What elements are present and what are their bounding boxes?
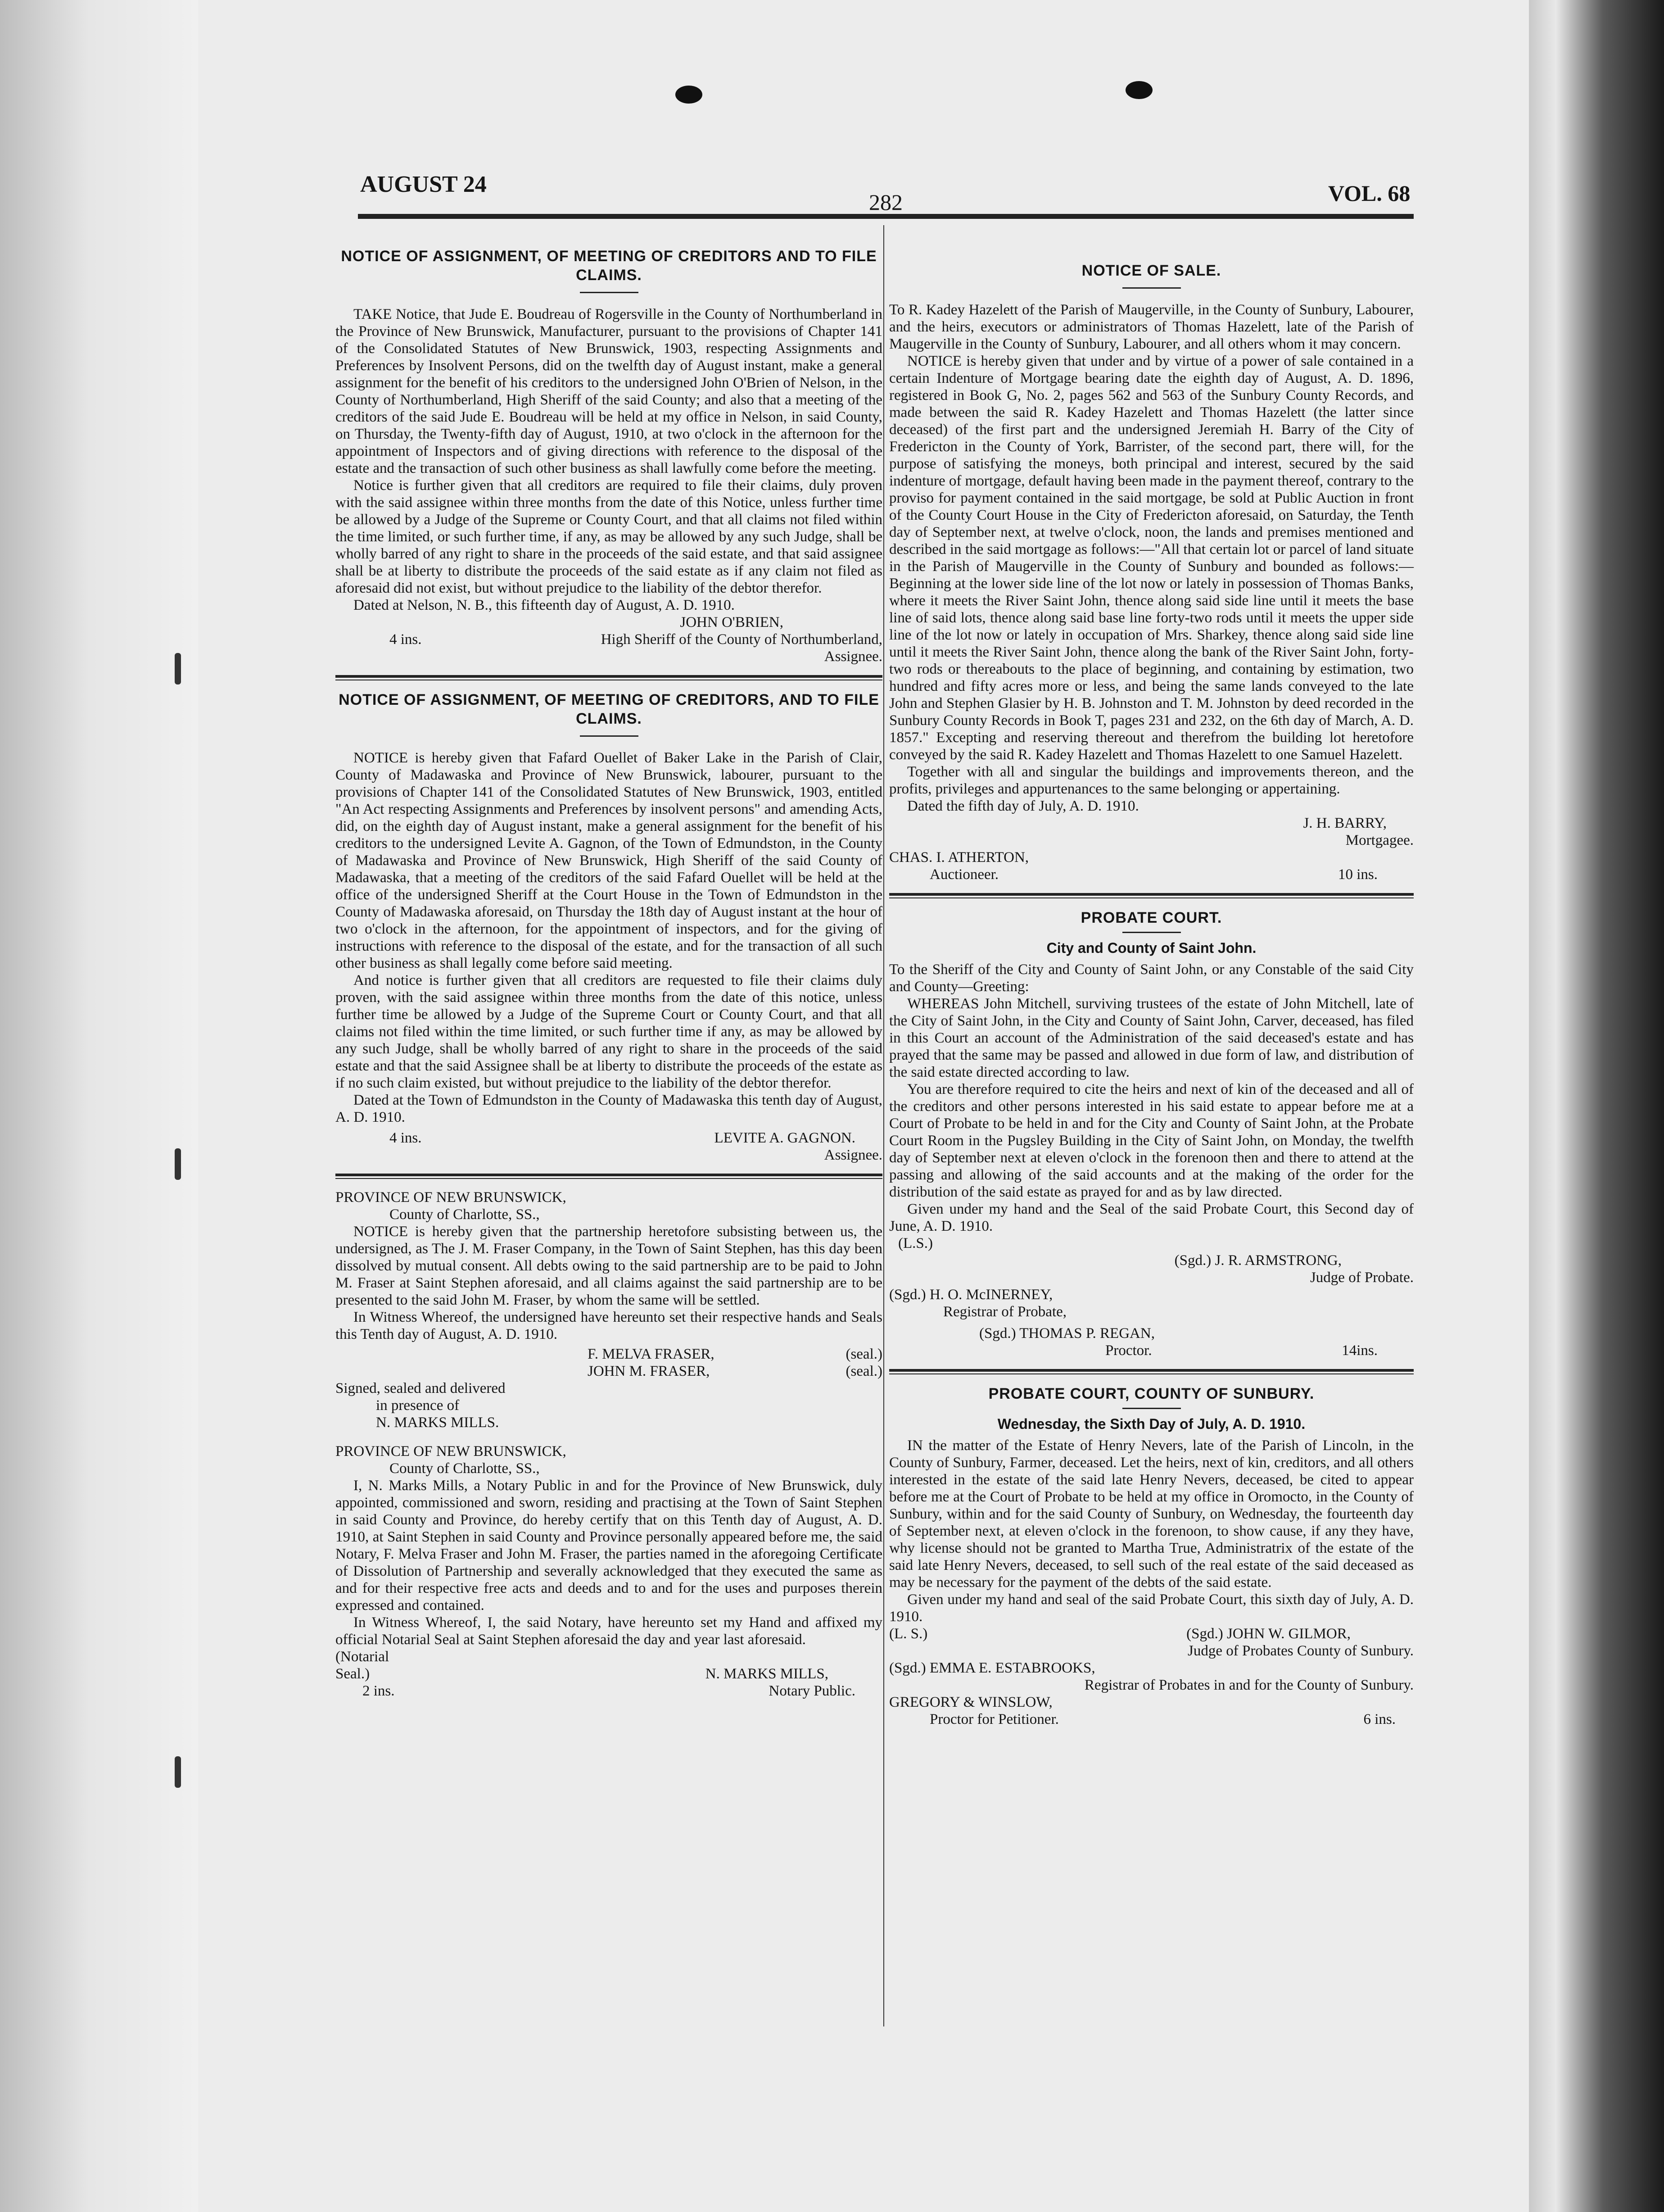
- presence-line: in presence of: [376, 1397, 460, 1414]
- proctor-role: Proctor.: [1105, 1342, 1152, 1359]
- witness-name: N. MARKS MILLS.: [376, 1414, 499, 1431]
- notice-paragraph: You are therefore required to cite the heirs and next of kin of the deceased and all of the creditors and other persons interested in his said estate to appear before me at a Court of Probate to be held in and for the City and County of Saint John, at the Probate Court Room in the Pugsley Building in the City of Saint John, on Monday, the twelfth day of September next at eleven o'clock in the forenoon then and there to attend at the passing and allowing of the said accounts and at the making of the order for the distribution of the said estate as prayed for and as by law directed.: [889, 1081, 1414, 1200]
- auctioneer-name: CHAS. I. ATHERTON,: [889, 849, 1029, 866]
- assignment-notice-boudreau: [335, 247, 882, 665]
- judge-signature: (Sgd.) J. R. ARMSTRONG,: [1174, 1252, 1342, 1269]
- notice-subtitle: City and County of Saint John.: [1046, 940, 1257, 956]
- auctioneer-role: Auctioneer.: [930, 866, 999, 883]
- notarial-seal-label: (Notarial: [335, 1649, 389, 1665]
- signed-line: Signed, sealed and delivered: [335, 1380, 506, 1396]
- notice-title: NOTICE OF ASSIGNMENT, OF MEETING OF CREDITORS AND TO FILE CLAIMS.: [341, 248, 877, 284]
- punch-hole: [1126, 81, 1153, 99]
- insertion-count: 4 ins.: [389, 1130, 422, 1146]
- header-rule: [358, 214, 1414, 219]
- insertion-count: 2 ins.: [362, 1683, 395, 1699]
- seal-mark: (L.S.): [898, 1235, 933, 1251]
- insertion-count: 14ins.: [1342, 1342, 1378, 1359]
- short-rule: [580, 292, 638, 293]
- judge-role: Judge of Probate.: [1310, 1269, 1414, 1286]
- insertion-count: 10 ins.: [1338, 866, 1378, 883]
- seal-mark: (seal.): [846, 1363, 882, 1379]
- notice-paragraph: NOTICE is hereby given that Fafard Ouellet of Baker Lake in the Parish of Clair, County of Madawaska and Province of New Brunswick, labourer, pursuant to the provisions of Chapter 141 of the Consolidated Statutes of New Brunswick, 1903, entitled "An Act respecting Assignments and Preferences by insolvent persons" and amending Acts, did, on the eighth day of August instant, make a general assignment for the benefit of his creditors to the undersigned Levite A. Gagnon, of the Town of Edmundston, in the County of Madawaska and Province of New Brunswick, High Sheriff of the said County of Madawaska, that a meeting of the creditors of the said Fafard Ouellet will be held at the office of the undersigned Sheriff at the Court House in the Town of Edmundston in the County of Madawaska aforesaid, on Thursday the 18th day of August instant at the hour of two o'clock in the afternoon, for the appointment of inspectors, and for the giving of instructions with reference to the disposal of the estate, and for the transaction of all such other business as shall legally come before said meeting.: [335, 750, 882, 971]
- notice-paragraph: Dated at the Town of Edmundston in the County of Madawaska this tenth day of August, A. D. 1910.: [335, 1092, 882, 1125]
- notice-paragraph: And notice is further given that all creditors are requested to file their claims duly proven, with the said assignee within three months from the date of this notice, unless further time be allowed by a Judge of the Supreme Court or County Court, and that all claims not filed within the time limited, or such further time if any, as may be allowed by any such Judge, shall be wholly barred of any right to share in the proceeds of the said estate and that the said Assignee shall be at liberty to distribute the proceeds of the estate as if no such claim existed, but without prejudice to the liability of the debtor therefor.: [335, 972, 882, 1091]
- seal-mark: (L. S.): [889, 1626, 928, 1642]
- probate-court-saint-john: [889, 908, 1414, 1359]
- notice-title: PROBATE COURT, COUNTY OF SUNBURY.: [988, 1385, 1315, 1402]
- judge-role: Judge of Probates County of Sunbury.: [1188, 1643, 1414, 1659]
- notice-title: NOTICE OF ASSIGNMENT, OF MEETING OF CREDITORS, AND TO FILE CLAIMS.: [339, 691, 879, 727]
- insertion-count: 4 ins.: [389, 631, 422, 648]
- signature-name: LEVITE A. GAGNON.: [714, 1130, 855, 1146]
- notice-paragraph: Given under my hand and the Seal of the said Probate Court, this Second day of June, A. D. 1910.: [889, 1201, 1414, 1234]
- registrar-role: Registrar of Probate,: [943, 1304, 1067, 1320]
- province-heading: PROVINCE OF NEW BRUNSWICK,: [335, 1189, 566, 1206]
- signature-name: J. H. BARRY,: [1303, 815, 1387, 831]
- partner-signature: F. MELVA FRASER,: [588, 1346, 714, 1362]
- probate-court-sunbury: [889, 1384, 1414, 1728]
- notice-paragraph: I, N. Marks Mills, a Notary Public in and for the Province of New Brunswick, duly appointed, commissioned and sworn, residing and practising at the Town of Saint Stephen in said County and Province, do hereby certify that on this Tenth day of August, A. D. 1910, at Saint Stephen in said County and Province personally appeared before me, the said Notary, F. Melva Fraser and John M. Fraser, the parties named in the aforegoing Certificate of Dissolution of Partnership and severally acknowledged that they executed the same as and for their respective free acts and deeds and to and for the uses and purposes therein expressed and contained.: [335, 1478, 882, 1614]
- signature-role: Notary Public.: [769, 1683, 855, 1699]
- notice-paragraph: IN the matter of the Estate of Henry Nevers, late of the Parish of Lincoln, in the County of Sunbury, Farmer, deceased. Let the heirs, next of kin, creditors, and all others interested in the estate of the said late Henry Nevers, deceased, be cited to appear before me at the Court of Probate to be held at my office in Oromocto, in the County of Sunbury, within and for the said County of Sunbury, on Wednesday, the fourteenth day of September next, at eleven o'clock in the forenoon, to show cause, if any they have, why license should not be granted to Martha True, Administratrix of the estate of the said late Henry Nevers, deceased, to sell such of the real estate of the said deceased as may be necessary for the payment of the debts of the said estate.: [889, 1437, 1414, 1591]
- notice-paragraph: NOTICE is hereby given that under and by virtue of a power of sale contained in a certain Indenture of Mortgage bearing date the eighth day of August, A. D. 1896, registered in Book G, No. 2, pages 562 and 563 of the Sunbury County Records, and made between the said R. Kadey Hazelett and Thomas Hazelett (the latter since deceased) of the first part and the undersigned Jeremiah H. Barry of the City of Fredericton in the County of York, Barrister, of the second part, there will, for the purpose of satisfying the moneys, both principal and interest, secured by the said indenture of mortgage, default having been made in the payment thereof, contrary to the proviso for payment contained in the said mortgage, be sold at Public Auction in front of the County Court House in the City of Fredericton aforesaid, on Saturday, the Tenth day of September next, at twelve o'clock, noon, the lands and premises mentioned and described in the said mortgage as follows:—"All that certain lot or parcel of land situate in the Parish of Maugerville in the County of Sunbury and bounded as follows:—Beginning at the lower side line of the lot now or lately in possession of Thomas Banks, where it meets the River Saint John, thence along said side line until it meets the base line of said lots, thence along said base line forty-two rods until it meets the upper side line of the lot now or lately in occupation of Mrs. Sharkey, thence along said side line until it meets the River Saint John, thence along the bank of the River Saint John, forty-two rods or thereabouts to the place of beginning, and containing by estimation, two hundred and fifty acres more or less, and being the same lands conveyed to the late John and Stephen Glasier by H. B. Johnston and T. M. Johnston by deed recorded in the Sunbury County Records in Book T, pages 231 and 232, on the 6th day of March, A. D. 1857." Excepting and reserving thereout and therefrom the building lot heretofore conveyed by the said R. Kadey Hazelett and Thomas Hazelett to one Samuel Hazelett.: [889, 353, 1414, 763]
- signature-name: N. MARKS MILLS,: [705, 1666, 828, 1682]
- section-divider: [889, 1369, 1414, 1374]
- county-heading: County of Charlotte, SS.,: [389, 1460, 540, 1477]
- partnership-dissolution-notice: [335, 1189, 882, 1431]
- proctor-signature: (Sgd.) THOMAS P. REGAN,: [979, 1325, 1155, 1342]
- notice-title: NOTICE OF SALE.: [1081, 262, 1221, 279]
- short-rule: [1122, 932, 1181, 933]
- left-column: [335, 247, 882, 1700]
- notice-subtitle: Wednesday, the Sixth Day of July, A. D. 1910.: [997, 1416, 1306, 1432]
- issue-date: AUGUST 24: [360, 172, 487, 197]
- notice-paragraph: Together with all and singular the buildings and improvements thereon, and the profits, privileges and appurtenances to the same belonging or appertaining.: [889, 764, 1414, 797]
- partner-signature: JOHN M. FRASER,: [588, 1363, 710, 1379]
- province-heading: PROVINCE OF NEW BRUNSWICK,: [335, 1443, 566, 1460]
- notice-paragraph: WHEREAS John Mitchell, surviving trustees of the estate of John Mitchell, late of the City of Saint John, in the City and County of Saint John, Carver, deceased, has filed in this Court an account of the Administration of the said deceased's estate and has prayed that the same may be passed and allowed in due form of law, and distribution of the said estate directed according to law.: [889, 996, 1414, 1080]
- signature-role: Assignee.: [824, 648, 882, 665]
- notice-paragraph: In Witness Whereof, the undersigned have hereunto set their respective hands and Seals this Tenth day of August, A. D. 1910.: [335, 1309, 882, 1342]
- notice-paragraph: NOTICE is hereby given that the partnership heretofore subsisting between us, the undersigned, as The J. M. Fraser Company, in the Town of Saint Stephen, has this day been dissolved by mutual consent. All debts owing to the said partnership are to be paid to John M. Fraser at Saint Stephen aforesaid, and all claims against the said partnership are to be presented to the said John M. Fraser, by whom the same will be settled.: [335, 1224, 882, 1308]
- registrar-signature: (Sgd.) EMMA E. ESTABROOKS,: [889, 1660, 1095, 1676]
- registrar-signature: (Sgd.) H. O. McINERNEY,: [889, 1287, 1053, 1303]
- notice-paragraph: Given under my hand and seal of the said Probate Court, this sixth day of July, A. D. 1910.: [889, 1591, 1414, 1625]
- judge-signature: (Sgd.) JOHN W. GILMOR,: [1186, 1626, 1351, 1642]
- binding-stitch: [175, 653, 181, 684]
- notice-paragraph: In Witness Whereof, I, the said Notary, have hereunto set my Hand and affixed my official Notarial Seal at Saint Stephen aforesaid the day and year last aforesaid.: [335, 1614, 882, 1648]
- short-rule: [1122, 1408, 1181, 1409]
- notice-paragraph: Dated the fifth day of July, A. D. 1910.: [907, 798, 1139, 814]
- notice-address: To the Sheriff of the City and County of Saint John, or any Constable of the said City and County—Greeting:: [889, 961, 1414, 995]
- notice-of-sale: [889, 261, 1414, 883]
- signature-role: Assignee.: [824, 1147, 882, 1163]
- notary-certificate: [335, 1443, 882, 1700]
- registrar-role: Registrar of Probates in and for the County of Sunbury.: [1084, 1677, 1414, 1693]
- firm-name: GREGORY & WINSLOW,: [889, 1694, 1053, 1710]
- page-number: 282: [869, 190, 903, 215]
- notarial-seal-label: Seal.): [335, 1666, 370, 1682]
- seal-mark: (seal.): [846, 1346, 882, 1362]
- section-divider: [889, 893, 1414, 898]
- binding-stitch: [175, 1148, 181, 1180]
- signature-title: High Sheriff of the County of Northumberland,: [601, 631, 882, 648]
- notice-address: To R. Kadey Hazelett of the Parish of Maugerville, in the County of Sunbury, Labourer, and the heirs, executors or administrators of Thomas Hazelett, late of the Parish of Maugerville in the County of Sunbury, Labourer, and all others whom it may concern.: [889, 302, 1414, 352]
- section-divider: [335, 1174, 882, 1179]
- signature-role: Mortgagee.: [1345, 832, 1414, 848]
- volume-number: VOL. 68: [1328, 181, 1411, 206]
- page-edge-shadow: [1529, 0, 1664, 2212]
- short-rule: [1122, 287, 1181, 289]
- section-divider: [335, 675, 882, 680]
- signature-name: JOHN O'BRIEN,: [680, 614, 783, 630]
- insertion-count: 6 ins.: [1363, 1711, 1396, 1727]
- binding-stitch: [175, 1756, 181, 1788]
- short-rule: [580, 735, 638, 737]
- right-column: [889, 261, 1414, 1728]
- notice-title: PROBATE COURT.: [1081, 909, 1222, 926]
- column-divider: [883, 225, 884, 2026]
- book-binding: [0, 0, 198, 2212]
- assignment-notice-ouellet: [335, 690, 882, 1164]
- county-heading: County of Charlotte, SS.,: [389, 1206, 540, 1223]
- punch-hole: [675, 86, 702, 104]
- notice-paragraph: Notice is further given that all creditors are required to file their claims, duly proven with the said assignee within three months from the date of this Notice, unless further time be allowed by a Judge of the Supreme or County Court, and that all claims not filed within the time limited, or such further time, if any, as may be allowed by any such Judge, shall be wholly barred of any right to share in the proceeds of the said estate, and that said assignee shall be at liberty to distribute the proceeds of the said estate as if any claim not filed as aforesaid did not exist, but without prejudice to the liability of the debtor therefor.: [335, 477, 882, 596]
- notice-paragraph: TAKE Notice, that Jude E. Boudreau of Rogersville in the County of Northumberland in the Province of New Brunswick, Manufacturer, pursuant to the provisions of Chapter 141 of the Consolidated Statutes of New Brunswick, 1903, respecting Assignments and Preferences by Insolvent Persons, did on the twelfth day of August instant, make a general assignment for the benefit of his creditors to the undersigned John O'Brien of Nelson, in the County of Northumberland, High Sheriff of the said County; and also that a meeting of the creditors of the said Jude E. Boudreau will be held at my office in Nelson, in said County, on Thursday, the Twenty-fifth day of August, 1910, at two o'clock in the afternoon for the appointment of Inspectors and of giving directions with reference to the disposal of the estate and the transaction of such other business as shall lawfully come before the meeting.: [335, 306, 882, 476]
- firm-role: Proctor for Petitioner.: [930, 1711, 1059, 1727]
- notice-paragraph: Dated at Nelson, N. B., this fifteenth day of August, A. D. 1910.: [353, 597, 735, 613]
